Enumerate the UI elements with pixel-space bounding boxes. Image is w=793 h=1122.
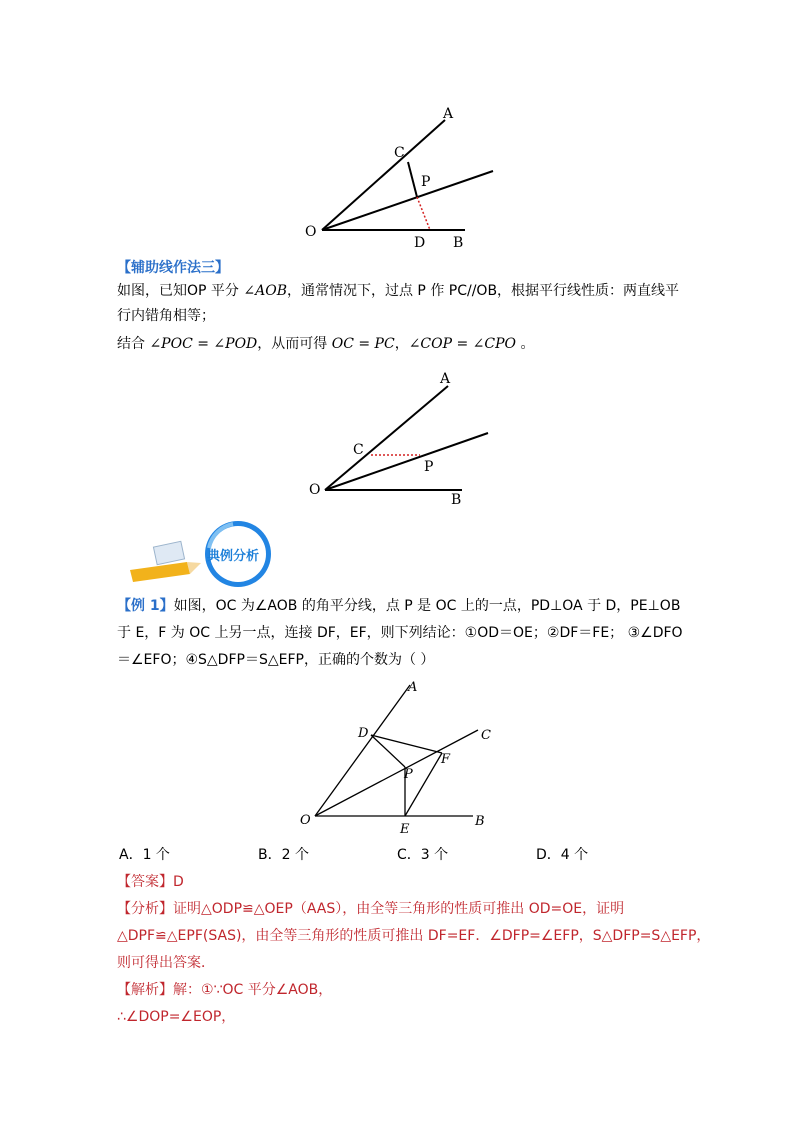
label-o: O: [305, 224, 317, 240]
label-b: B: [475, 814, 485, 829]
figure-3-bisector-triangles: [295, 675, 500, 840]
ray-oa: [315, 685, 410, 816]
method3-paragraph-3: [117, 334, 534, 354]
analysis-line-2: △DPF≌△EPF(SAS)，由全等三角形的性质可推出 DF=EF．∠DFP=∠EFP，S△DFP=S△EFP，: [117, 928, 711, 944]
option-c: C．3 个: [397, 847, 449, 863]
label-p: P: [424, 459, 434, 475]
text-span: 证明△ODP≌△OEP（AAS），由全等三角形的性质可推出 OD=OE，证明: [173, 901, 625, 917]
solution-line-2: ∴∠DOP=∠EOP，: [117, 1009, 236, 1025]
example1-line-3: ＝∠EFO；④S△DFP＝S△EFP，正确的个数为（ ）: [117, 652, 435, 668]
text-span: 如图，OC 为∠AOB 的角平分线，点 P 是 OC 上的一点，PD⊥OA 于 D，PE⊥OB: [173, 598, 681, 614]
label-p: P: [404, 767, 413, 782]
segment-cp: [408, 162, 417, 197]
example-tag: 【例 1】: [117, 598, 174, 614]
text-span: 解：①∵OC 平分∠AOB，: [173, 982, 333, 998]
text-span: ，通常情况下，过点 P 作 PC//OB，根据平行线性质：两直线平: [286, 283, 680, 299]
label-o: O: [309, 482, 321, 498]
ray-op: [325, 433, 488, 490]
label-f: F: [441, 752, 451, 767]
example1-line-2: 于 E，F 为 OC 上另一点，连接 DF，EF，则下列结论：①OD＝OE；②DF＝FE； ③∠DFO: [117, 625, 683, 641]
text-span: 。: [516, 336, 535, 352]
label-b: B: [451, 492, 462, 508]
segment-df: [371, 735, 442, 753]
figure-1-angle-bisector-perpendicular: [295, 100, 515, 255]
text-span: ，从而可得: [257, 336, 332, 352]
label-d: D: [414, 235, 426, 251]
math-eq-1: ∠POC = ∠POD: [149, 336, 258, 352]
answer-value: D: [173, 874, 184, 890]
ray-oc: [315, 730, 478, 816]
math-eq-3: ∠COP = ∠CPO: [408, 336, 516, 352]
label-a: A: [408, 680, 418, 695]
label-p: P: [421, 174, 431, 190]
example1-line-1: [117, 596, 680, 616]
answer-line: [117, 872, 184, 892]
math-angle-aob: ∠AOB: [243, 283, 287, 299]
segment-ef: [405, 753, 442, 816]
method3-heading: 【辅助线作法三】: [117, 260, 229, 276]
option-b: B．2 个: [258, 847, 309, 863]
badge-label: 典例分析: [207, 549, 260, 564]
pencil-icon: [130, 541, 201, 582]
label-a: A: [443, 106, 454, 122]
method3-paragraph-1: [117, 281, 679, 301]
label-b: B: [453, 235, 464, 251]
text-span: 结合: [117, 336, 150, 352]
label-c: C: [481, 728, 491, 743]
analysis-line-3: 则可得出答案．: [117, 955, 215, 971]
figure-2-angle-bisector-parallel: [300, 365, 500, 510]
ray-op: [322, 171, 493, 230]
dotted-pd: [417, 197, 430, 230]
option-d: D．4 个: [536, 847, 589, 863]
analysis-tag: 【分析】: [117, 901, 173, 917]
label-o: O: [300, 813, 311, 828]
label-c: C: [353, 442, 364, 458]
text-span: ，: [394, 336, 409, 352]
solution-line-1: [117, 980, 332, 1000]
math-eq-2: OC = PC: [331, 336, 395, 352]
analysis-line-1: [117, 899, 624, 919]
label-d: D: [358, 726, 369, 741]
label-e: E: [400, 822, 410, 837]
text-span: 如图，已知OP 平分: [117, 283, 244, 299]
option-a: A．1 个: [119, 847, 170, 863]
answer-tag: 【答案】: [117, 874, 173, 890]
example-analysis-badge: [125, 518, 280, 590]
label-c: C: [394, 145, 405, 161]
label-a: A: [440, 371, 451, 387]
method3-paragraph-2: 行内错角相等；: [117, 308, 215, 324]
solution-tag: 【解析】: [117, 982, 173, 998]
